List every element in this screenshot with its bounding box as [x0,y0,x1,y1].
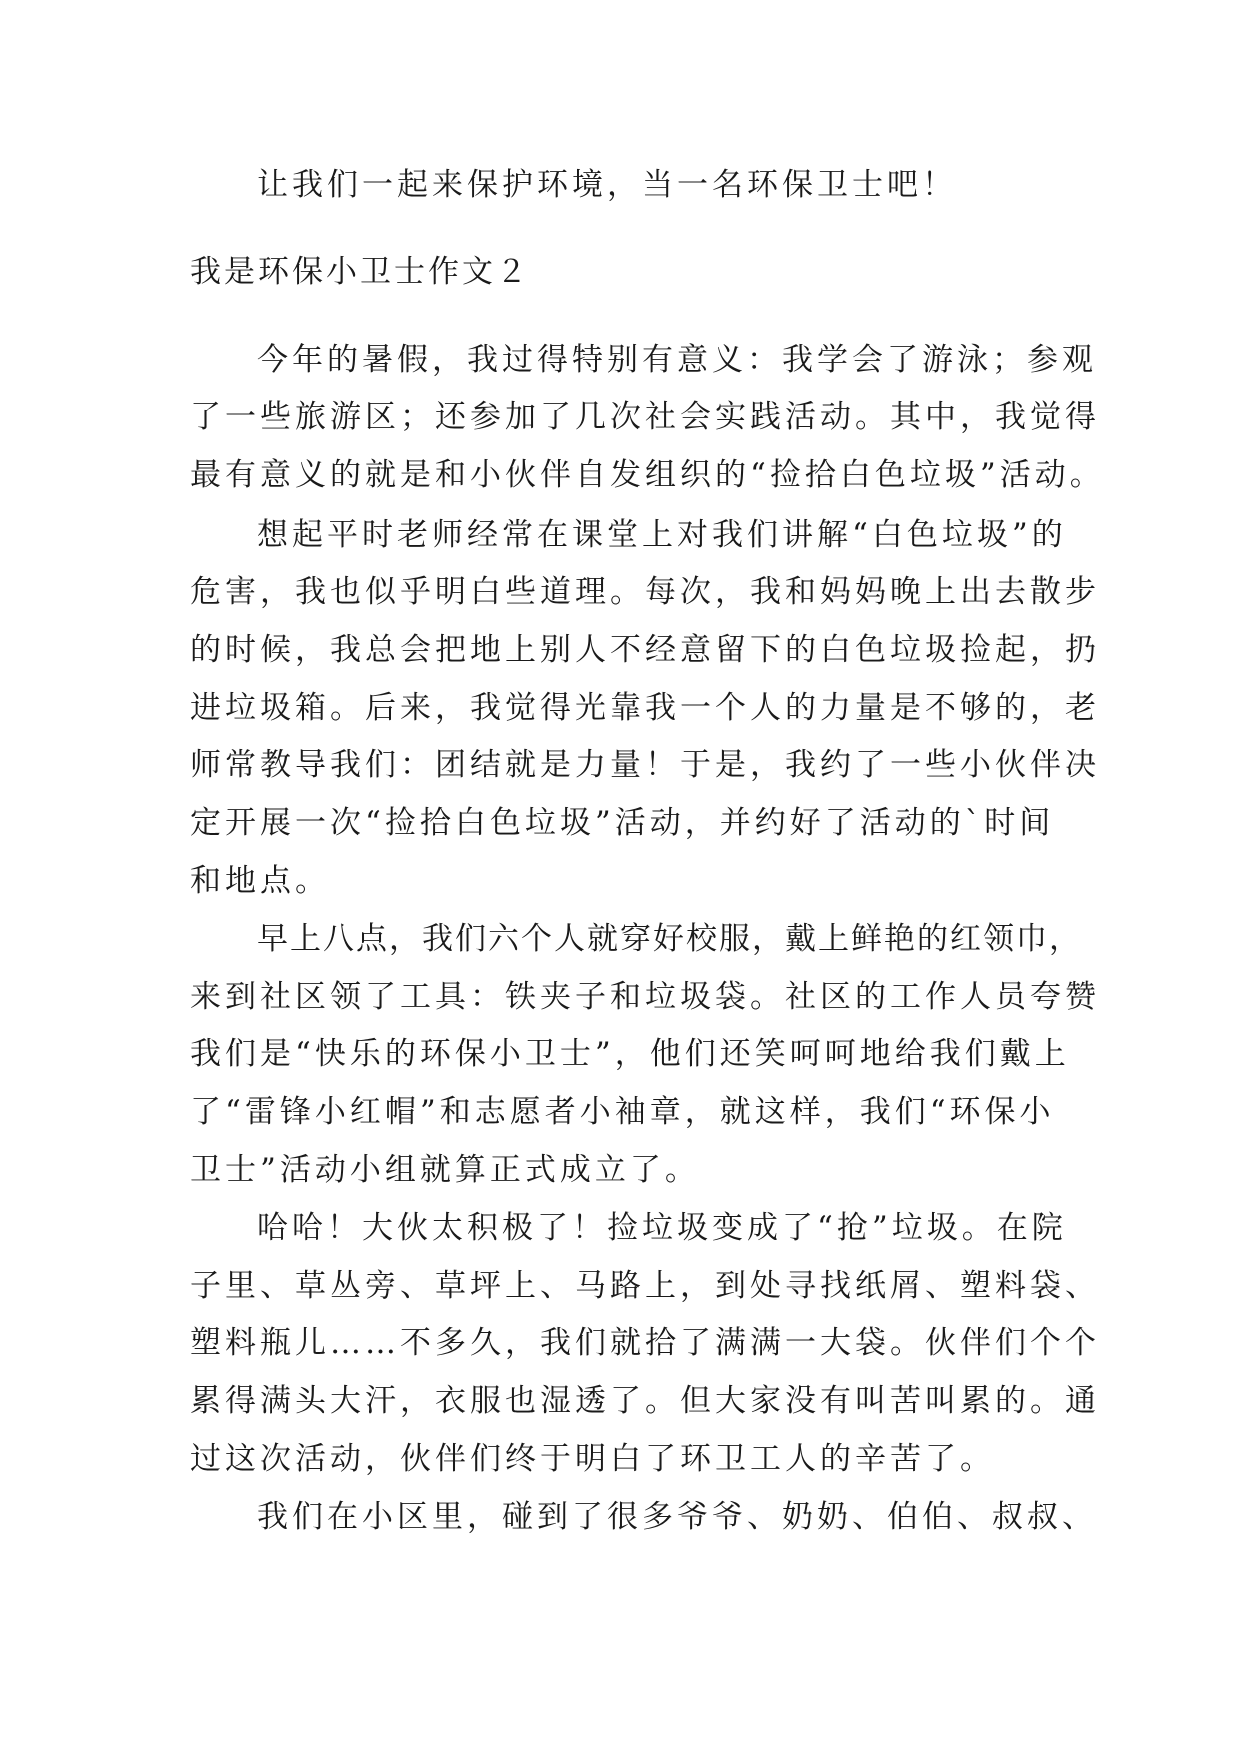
text-line: 最有意义的就是和小伙伴自发组织的“捡拾白色垃圾”活动。 [190,457,1105,493]
text-line: 了一些旅游区；还参加了几次社会实践活动。其中，我觉得 [190,399,1100,435]
essay-heading: 我是环保小卫士作文２ [190,254,530,290]
text-line: 我们是“快乐的环保小卫士”，他们还笑呵呵地给我们戴上 [190,1036,1070,1072]
text-line: 想起平时老师经常在课堂上对我们讲解“白色垃圾”的 [257,517,1067,553]
text-line: 和地点。 [190,863,330,899]
text-line: 今年的暑假，我过得特别有意义：我学会了游泳；参观 [257,342,1097,378]
text-line: 早上八点，我们六个人就穿好校服，戴上鲜艳的红领巾， [257,921,1082,957]
text-line: 塑料瓶儿……不多久，我们就拾了满满一大袋。伙伴们个个 [190,1325,1100,1361]
text-line: 危害，我也似乎明白些道理。每次，我和妈妈晚上出去散步 [190,574,1100,610]
text-line: 我们在小区里，碰到了很多爷爷、奶奶、伯伯、叔叔、 [257,1499,1097,1535]
text-line: 定开展一次“捡拾白色垃圾”活动，并约好了活动的`时间 [190,805,1055,841]
text-line: 进垃圾箱。后来，我觉得光靠我一个人的力量是不够的，老 [190,690,1100,726]
text-line: 过这次活动，伙伴们终于明白了环卫工人的辛苦了。 [190,1441,995,1477]
text-line: 哈哈！大伙太积极了！捡垃圾变成了“抢”垃圾。在院 [257,1210,1067,1246]
text-line: 了“雷锋小红帽”和志愿者小袖章，就这样，我们“环保小 [190,1094,1055,1130]
text-line: 卫士”活动小组就算正式成立了。 [190,1152,700,1188]
text-line: 来到社区领了工具：铁夹子和垃圾袋。社区的工作人员夸赞 [190,979,1100,1015]
text-line: 师常教导我们：团结就是力量！于是，我约了一些小伙伴决 [190,747,1100,783]
text-line: 累得满头大汗，衣服也湿透了。但大家没有叫苦叫累的。通 [190,1383,1100,1419]
text-line: 的时候，我总会把地上别人不经意留下的白色垃圾捡起，扔 [190,632,1100,668]
closing-line: 让我们一起来保护环境，当一名环保卫士吧！ [257,167,957,203]
text-line: 子里、草丛旁、草坪上、马路上，到处寻找纸屑、塑料袋、 [190,1268,1100,1304]
